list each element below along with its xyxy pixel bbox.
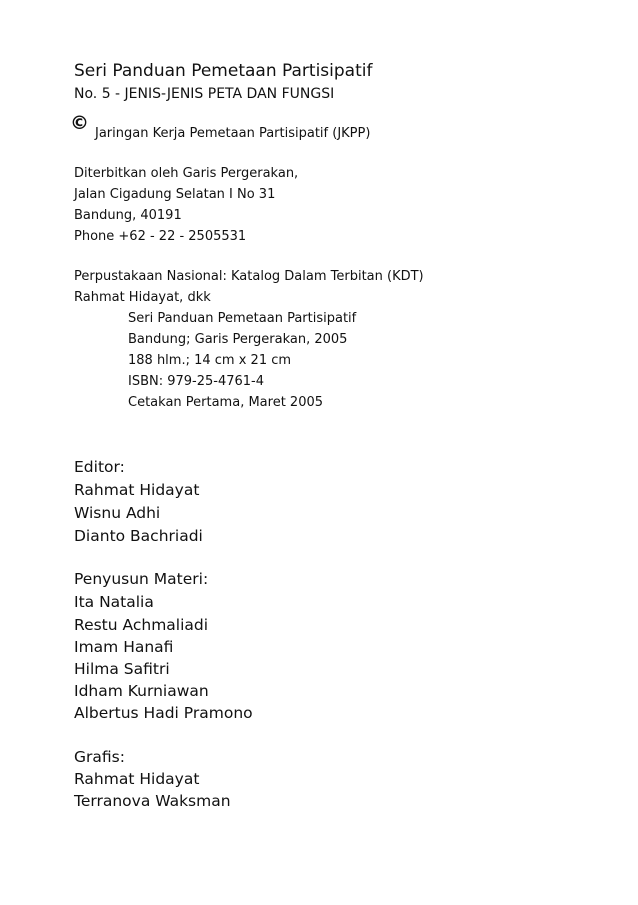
catalog-author: Rahmat Hidayat, dkk <box>74 290 211 305</box>
editor-name: Wisnu Adhi <box>74 504 161 522</box>
series-number-title: No. 5 - JENIS-JENIS PETA DAN FUNGSI <box>74 86 335 102</box>
editor-heading: Editor: <box>74 458 125 476</box>
penyusun-name: Hilma Safitri <box>74 660 170 678</box>
catalog-detail: ISBN: 979-25-4761-4 <box>128 374 265 389</box>
copyright-icon: © <box>70 112 89 134</box>
publisher-line: Jalan Cigadung Selatan I No 31 <box>74 187 276 202</box>
penyusun-name: Restu Achmaliadi <box>74 616 209 634</box>
penyusun-name: Idham Kurniawan <box>74 682 209 700</box>
editor-name: Dianto Bachriadi <box>74 527 203 545</box>
catalog-detail: Seri Panduan Pemetaan Partisipatif <box>128 311 357 326</box>
publisher-line: Phone +62 - 22 - 2505531 <box>74 229 247 244</box>
grafis-heading: Grafis: <box>74 748 125 766</box>
catalog-detail: Cetakan Pertama, Maret 2005 <box>128 395 324 410</box>
penyusun-heading: Penyusun Materi: <box>74 570 209 588</box>
catalog-detail: 188 hlm.; 14 cm x 21 cm <box>128 353 292 368</box>
editor-name: Rahmat Hidayat <box>74 481 200 499</box>
publisher-line: Diterbitkan oleh Garis Pergerakan, <box>74 166 299 181</box>
penyusun-name: Ita Natalia <box>74 593 154 611</box>
catalog-detail: Bandung; Garis Pergerakan, 2005 <box>128 332 348 347</box>
copyright-holder: Jaringan Kerja Pemetaan Partisipatif (JKPP) <box>95 126 371 141</box>
catalog-heading: Perpustakaan Nasional: Katalog Dalam Terbitan (KDT) <box>74 269 424 284</box>
grafis-name: Rahmat Hidayat <box>74 770 200 788</box>
penyusun-name: Albertus Hadi Pramono <box>74 704 253 722</box>
penyusun-name: Imam Hanafi <box>74 638 174 656</box>
series-title: Seri Panduan Pemetaan Partisipatif <box>74 61 373 81</box>
grafis-name: Terranova Waksman <box>74 792 231 810</box>
publisher-line: Bandung, 40191 <box>74 208 182 223</box>
